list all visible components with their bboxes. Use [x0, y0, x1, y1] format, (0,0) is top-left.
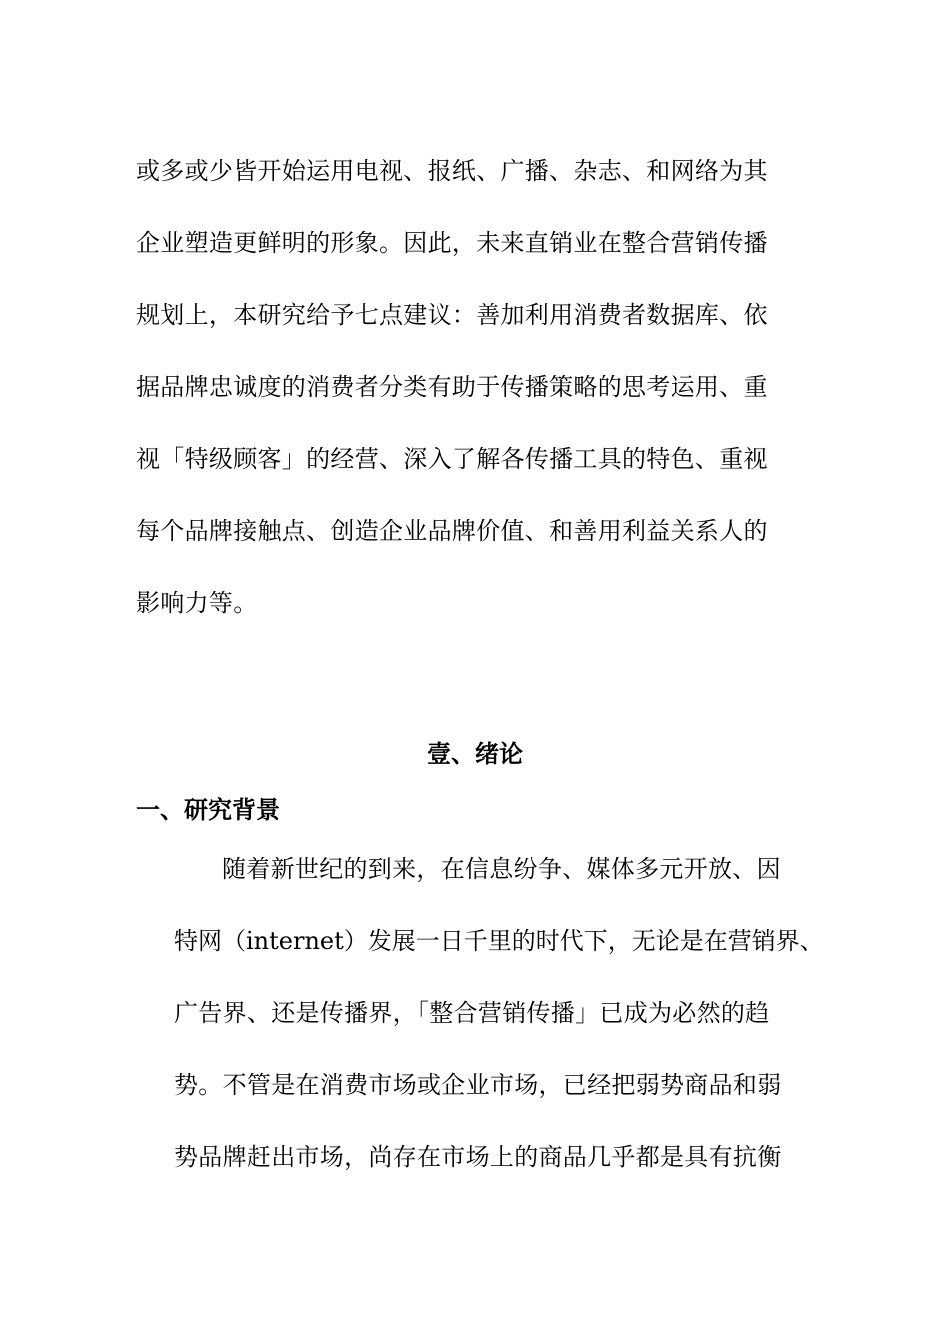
paragraph-line: 势品牌赶出市场，尚存在市场上的商品几乎都是具有抗衡 — [174, 1143, 782, 1171]
paragraph-line: 影响力等。 — [136, 589, 258, 617]
paragraph-line: 随着新世纪的到来，在信息纷争、媒体多元开放、因 — [222, 855, 781, 883]
paragraph-line: 每个品牌接触点、创造企业品牌价值、和善用利益关系人的 — [136, 517, 768, 545]
paragraph-line: 势。不管是在消费市场或企业市场，已经把弱势商品和弱 — [174, 1071, 782, 1099]
chapter-title: 壹、绪论 — [427, 740, 523, 768]
paragraph-line: 视「特级顾客」的经营、深入了解各传播工具的特色、重视 — [136, 445, 768, 473]
paragraph-line: 规划上，本研究给予七点建议：善加利用消费者数据库、依 — [136, 301, 768, 329]
paragraph-line: 据品牌忠诚度的消费者分类有助于传播策略的思考运用、重 — [136, 373, 768, 401]
paragraph-line: 广告界、还是传播界，「整合营销传播」已成为必然的趋 — [174, 999, 770, 1027]
paragraph-line: 企业塑造更鲜明的形象。因此，未来直销业在整合营销传播 — [136, 229, 768, 257]
paragraph-line: 特网（internet）发展一日千里的时代下，无论是在营销界、 — [174, 927, 824, 955]
section-title: 一、研究背景 — [136, 796, 280, 824]
paragraph-line: 或多或少皆开始运用电视、报纸、广播、杂志、和网络为其 — [136, 157, 768, 185]
